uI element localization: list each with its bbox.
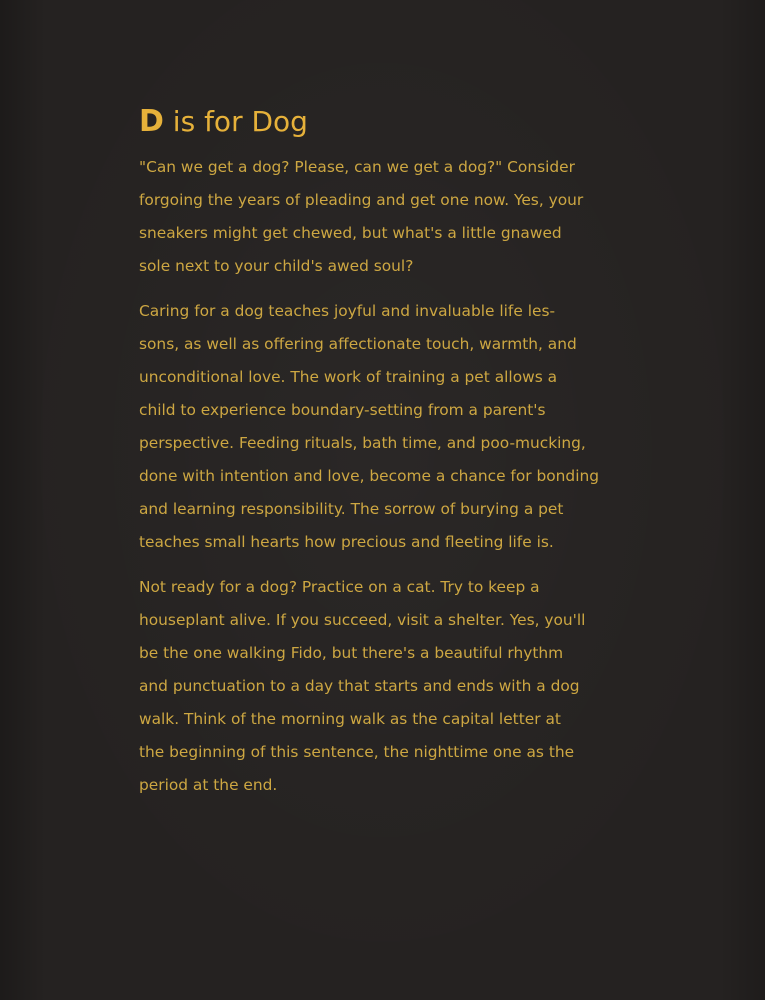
- paragraph-2: [139, 295, 619, 559]
- paragraph-line: the beginning of this sentence, the nighttime one as the: [139, 743, 575, 761]
- paragraph-line: "Can we get a dog? Please, can we get a dog?" Consider: [139, 158, 575, 176]
- paragraph-line: sneakers might get chewed, but what's a little gnawed: [139, 224, 562, 242]
- paragraph-line: Not ready for a dog? Practice on a cat. Try to keep a: [139, 578, 540, 596]
- page-content: [139, 103, 619, 802]
- paragraph-line: done with intention and love, become a chance for bonding: [139, 467, 599, 485]
- paragraph-line: sole next to your child's awed soul?: [139, 257, 414, 275]
- paragraph-line: child to experience boundary-setting from a parent's: [139, 401, 546, 419]
- page-heading: [139, 103, 619, 141]
- paragraph-line: houseplant alive. If you succeed, visit a shelter. Yes, you'll: [139, 611, 586, 629]
- paragraph-line: perspective. Feeding rituals, bath time, and poo-mucking,: [139, 434, 586, 452]
- paragraph-line: and punctuation to a day that starts and ends with a dog: [139, 677, 580, 695]
- heading-initial-letter: D: [139, 104, 164, 139]
- paragraph-line: forgoing the years of pleading and get one now. Yes, your: [139, 191, 584, 209]
- heading-text: is for Dog: [163, 105, 308, 138]
- paragraph-3: [139, 571, 619, 802]
- paragraph-line: and learning responsibility. The sorrow of burying a pet: [139, 500, 564, 518]
- paragraph-line: teaches small hearts how precious and fleeting life is.: [139, 533, 554, 551]
- paragraph-line: Caring for a dog teaches joyful and invaluable life les-: [139, 302, 556, 320]
- paragraph-line: period at the end.: [139, 776, 278, 794]
- paragraph-1: [139, 151, 619, 283]
- paragraph-line: be the one walking Fido, but there's a beautiful rhythm: [139, 644, 564, 662]
- paragraph-line: unconditional love. The work of training a pet allows a: [139, 368, 558, 386]
- paragraph-line: sons, as well as offering affectionate touch, warmth, and: [139, 335, 577, 353]
- paragraph-line: walk. Think of the morning walk as the capital letter at: [139, 710, 561, 728]
